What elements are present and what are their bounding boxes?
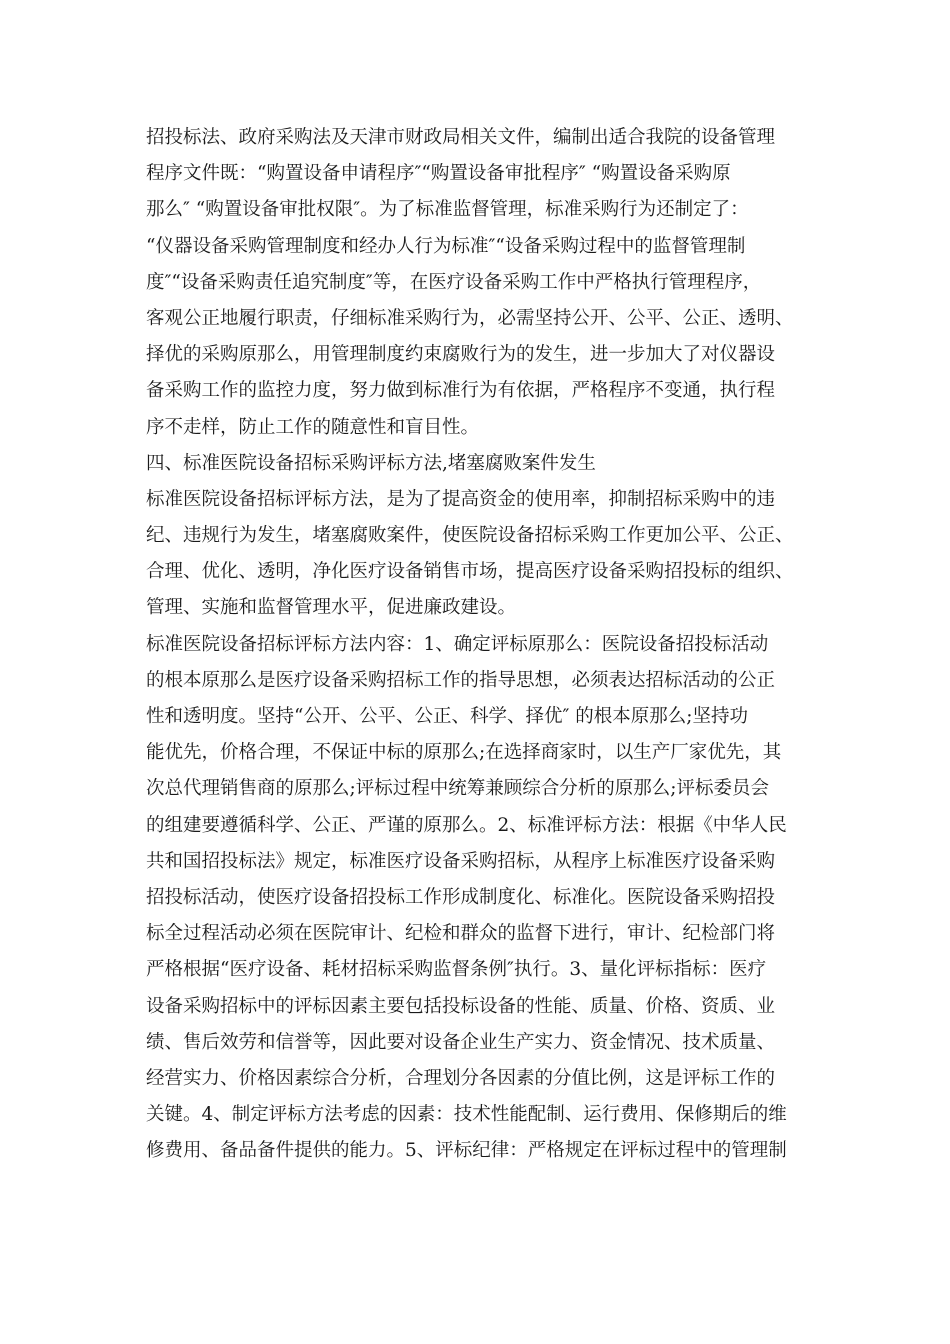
text-line: 纪、违规行为发生，堵塞腐败案件，使医院设备招标采购工作更加公平、公正、	[146, 525, 794, 547]
text-line: 能优先，价格合理，不保证中标的原那么;在选择商家时，以生产厂家优先，其	[146, 742, 782, 764]
body-text	[146, 120, 816, 1169]
text-line: 共和国招投标法》规定，标准医疗设备采购招标，从程序上标准医疗设备采购	[146, 850, 776, 872]
text-line: 标准医院设备招标评标方法，是为了提高资金的使用率，抑制招标采购中的违	[146, 488, 776, 510]
text-line: 序不走样，防止工作的随意性和盲目性。	[146, 416, 480, 438]
text-line: 次总代理销售商的原那么;评标过程中统筹兼顾综合分析的原那么;评标委员会	[146, 778, 769, 800]
text-line: 招投标法、政府采购法及天津市财政局相关文件，编制出适合我院的设备管理	[146, 127, 776, 148]
text-line: 严格根据“医疗设备、耗材招标采购监督条例″执行。3、量化评标指标：医疗	[146, 959, 767, 981]
text-line: 的组建要遵循科学、公正、严谨的原那么。2、标准评标方法：根据《中华人民	[146, 814, 787, 836]
text-line: 客观公正地履行职责，仔细标准采购行为，必需坚持公开、公平、公正、透明、	[146, 307, 794, 329]
text-line: 的根本原那么是医疗设备采购招标工作的指导思想，必须表达招标活动的公正	[146, 669, 776, 691]
text-line: 性和透明度。坚持“公开、公平、公正、科学、择优″ 的根本原那么;坚持功	[146, 706, 748, 727]
text-line: 四、标准医院设备招标采购评标方法,堵塞腐败案件发生	[146, 452, 596, 474]
text-line: 那么″ “购置设备审批权限″。为了标准监督管理，标准采购行为还制定了：	[146, 199, 749, 221]
text-line: 绩、售后效劳和信誉等，因此要对设备企业生产实力、资金情况、技术质量、	[146, 1031, 776, 1053]
text-line: 备采购工作的监控力度，努力做到标准行为有依据，严格程序不变通，执行程	[146, 380, 776, 402]
text-line: 择优的采购原那么，用管理制度约束腐败行为的发生，进一步加大了对仪器设	[146, 344, 776, 366]
text-line: 修费用、备品备件提供的能力。5、评标纪律：严格规定在评标过程中的管理制	[146, 1140, 787, 1162]
text-line: 设备采购招标中的评标因素主要包括投标设备的性能、质量、价格、资质、业	[146, 995, 776, 1017]
text-line: 标准医院设备招标评标方法内容：1、确定评标原那么：医院设备招投标活动	[146, 633, 769, 655]
text-line: 度″“设备采购责任追究制度″等，在医疗设备采购工作中严格执行管理程序，	[146, 271, 762, 293]
text-line: 管理、实施和监督管理水平，促进廉政建设。	[146, 597, 517, 619]
text-line: 合理、优化、透明，净化医疗设备销售市场，提高医疗设备采购招投标的组织、	[146, 561, 794, 583]
text-line: 经营实力、价格因素综合分析，合理划分各因素的分值比例，这是评标工作的	[146, 1067, 776, 1089]
text-line: 关键。4、制定评标方法考虑的因素：技术性能配制、运行费用、保修期后的维	[146, 1104, 787, 1126]
text-line: “仪器设备采购管理制度和经办人行为标准″“设备采购过程中的监督管理制	[146, 235, 746, 257]
text-line: 招投标活动，使医疗设备招投标工作形成制度化、标准化。医院设备采购招投	[146, 886, 776, 908]
text-line: 标全过程活动必须在医院审计、纪检和群众的监督下进行，审计、纪检部门将	[146, 923, 776, 945]
text-line: 程序文件既：“购置设备申请程序″“购置设备审批程序″ “购置设备采购原	[146, 163, 731, 185]
